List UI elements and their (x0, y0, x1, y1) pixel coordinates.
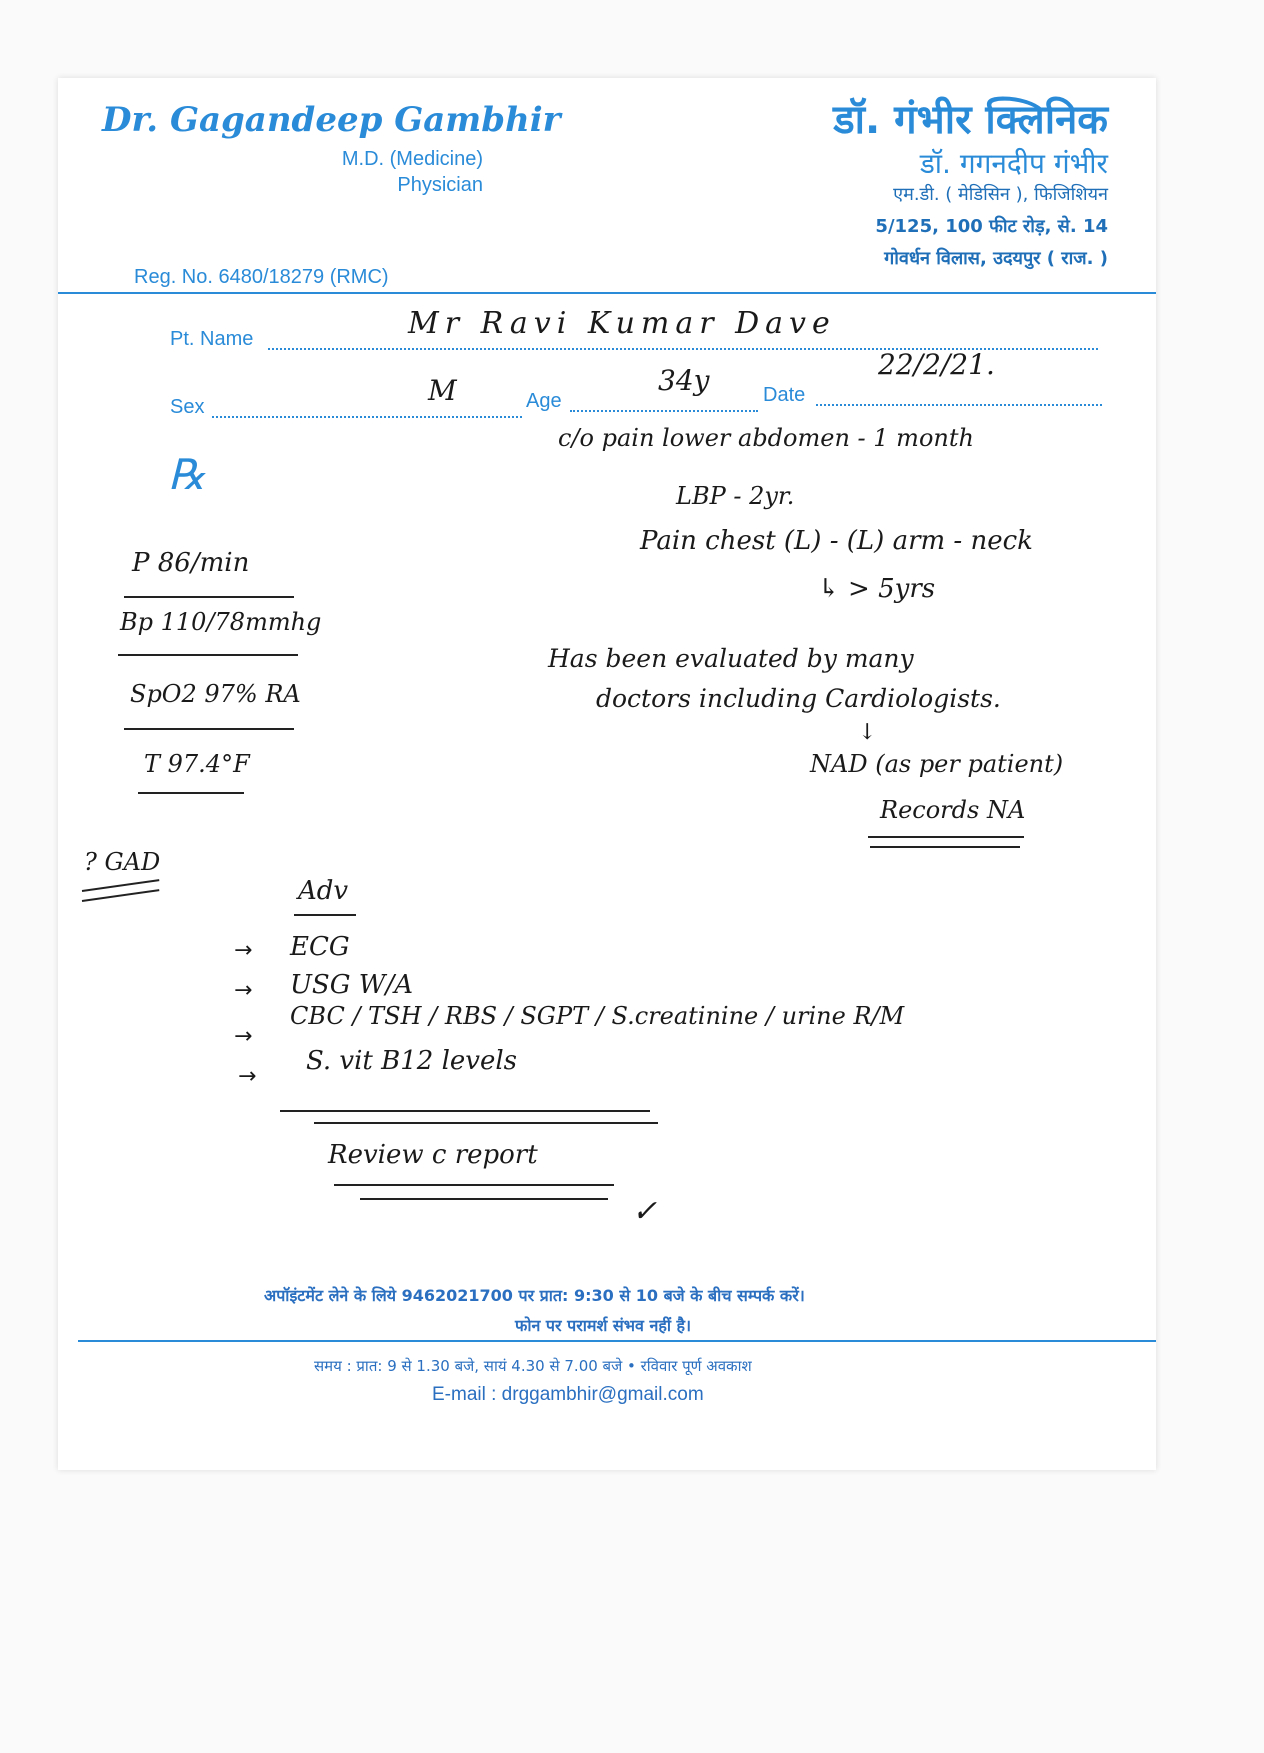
advice-heading: Adv (298, 876, 349, 906)
doctor-name-hi: डॉ. गगनदीप गंभीर (919, 147, 1108, 180)
vital-spo2: SpO2 97% RA (130, 680, 301, 708)
advice-arrow: → (234, 938, 253, 963)
records-note: Records NA (880, 796, 1026, 824)
advice-arrow: → (238, 1064, 257, 1089)
records-underline (868, 836, 1024, 838)
age-value: 34y (658, 364, 710, 397)
advice-divider (314, 1122, 658, 1124)
diagnosis: ? GAD (84, 848, 161, 876)
vital-temp: T 97.4°F (144, 750, 250, 778)
prescription-sheet (58, 78, 1156, 1470)
clinic-name-hi: डॉ. गंभीर क्लिनिक (833, 97, 1108, 143)
vital-underline (138, 792, 244, 794)
doctor-qualification-en (323, 146, 483, 198)
sex-value: M (428, 374, 457, 407)
advice-arrow: → (234, 978, 253, 1003)
history-line-2: doctors including Cardiologists. (596, 684, 1001, 713)
complaint-line-1: c/o pain lower abdomen - 1 month (558, 424, 974, 452)
vital-pulse: P 86/min (132, 548, 250, 578)
patient-name-label: Pt. Name (170, 328, 254, 350)
review-underline (334, 1184, 614, 1186)
review-underline (360, 1198, 608, 1200)
complaint-line-2: LBP - 2yr. (676, 482, 795, 510)
advice-heading-underline (294, 914, 356, 916)
vital-underline (118, 654, 298, 656)
sex-dotline (212, 416, 522, 418)
patient-name-value: Mr Ravi Kumar Dave (408, 306, 836, 341)
header-divider (58, 292, 1156, 294)
advice-item-usg: USG W/A (290, 970, 414, 1000)
signature-tick: ✓ (632, 1194, 658, 1229)
sex-label: Sex (170, 396, 205, 418)
title-en: Physician (397, 174, 483, 196)
doctor-name-en: Dr. Gagandeep Gambhir (102, 100, 561, 140)
date-label: Date (763, 384, 806, 406)
clinic-email: E-mail : drggambhir@gmail.com (432, 1384, 704, 1405)
registration-number: Reg. No. 6480/18279 (RMC) (134, 266, 389, 288)
vital-underline (124, 596, 294, 598)
address-line2-hi: गोवर्धन विलास, उदयपुर ( राज. ) (884, 248, 1108, 269)
nad-note: NAD (as per patient) (810, 750, 1064, 778)
phone-consult-note: फोन पर परामर्श संभव नहीं है। (515, 1316, 692, 1335)
complaint-line-3: Pain chest (L) - (L) arm - neck (640, 526, 1033, 556)
degree-en: M.D. (Medicine) (341, 148, 483, 170)
history-line-1: Has been evaluated by many (548, 644, 914, 673)
rx-symbol: ℞ (168, 450, 206, 499)
degree-hi: एम.डी. ( मेडिसिन ), फिजिशियन (893, 184, 1108, 205)
address-line1-hi: 5/125, 100 फीट रोड़, से. 14 (875, 216, 1108, 237)
history-arrow: ↓ (858, 720, 877, 745)
advice-item-ecg: ECG (290, 932, 350, 962)
age-label: Age (526, 390, 562, 412)
date-value: 22/2/21. (878, 348, 995, 381)
clinic-timings: समय : प्रात: 9 से 1.30 बजे, सायं 4.30 से 7.00 बजे • रविवार पूर्ण अवकाश (314, 1357, 752, 1375)
vital-underline (124, 728, 294, 730)
appointment-note: अपॉइंटमेंट लेने के लिये 9462021700 पर प्रात: 9:30 से 10 बजे के बीच सम्पर्क करें। (264, 1286, 805, 1305)
advice-arrow: → (234, 1024, 253, 1049)
footer-divider (78, 1340, 1156, 1342)
complaint-line-4: ↳ > 5yrs (818, 574, 936, 604)
advice-item-b12: S. vit B12 levels (306, 1046, 518, 1076)
age-dotline (570, 410, 758, 412)
advice-divider (280, 1110, 650, 1112)
review-note: Review c report (328, 1140, 538, 1170)
advice-item-blood-tests: CBC / TSH / RBS / SGPT / S.creatinine / urine R/M (290, 1002, 905, 1030)
date-dotline (816, 404, 1102, 406)
vital-bp: Bp 110/78mmhg (120, 608, 322, 636)
diagnosis-underline (82, 889, 160, 902)
records-underline (870, 846, 1020, 848)
